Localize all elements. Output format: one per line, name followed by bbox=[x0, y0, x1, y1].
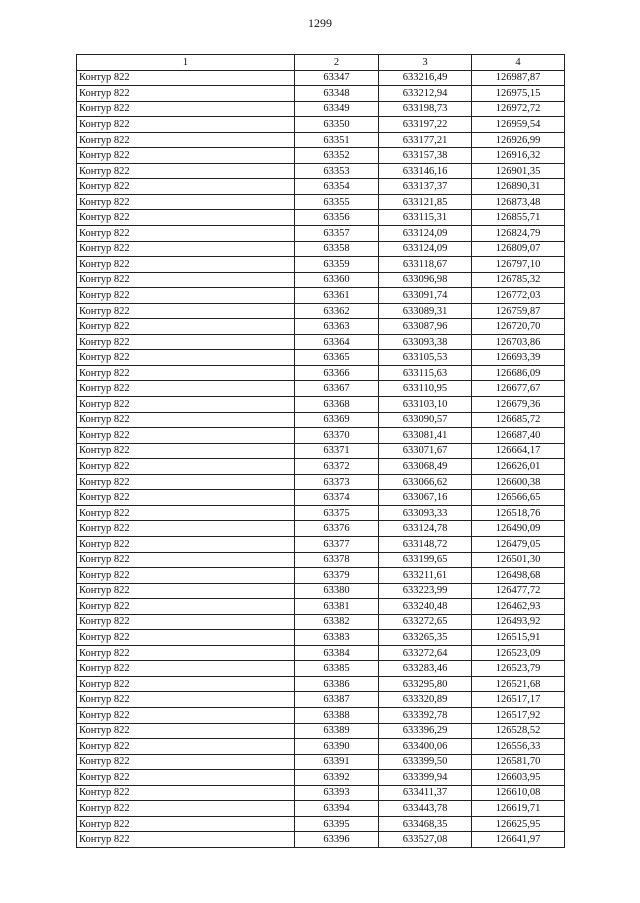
x-coordinate-cell: 633212,94 bbox=[379, 86, 472, 102]
table-body bbox=[77, 70, 565, 847]
x-coordinate-cell: 633272,65 bbox=[379, 614, 472, 630]
contour-name-cell: Контур 822 bbox=[77, 816, 295, 832]
contour-name-cell: Контур 822 bbox=[77, 676, 295, 692]
point-number-cell: 63387 bbox=[295, 692, 379, 708]
table-row bbox=[77, 101, 565, 117]
contour-name-cell: Контур 822 bbox=[77, 739, 295, 755]
x-coordinate-cell: 633115,63 bbox=[379, 365, 472, 381]
y-coordinate-cell: 126901,35 bbox=[472, 163, 565, 179]
contour-name-cell: Контур 822 bbox=[77, 148, 295, 164]
y-coordinate-cell: 126987,87 bbox=[472, 70, 565, 86]
x-coordinate-cell: 633157,38 bbox=[379, 148, 472, 164]
x-coordinate-cell: 633400,06 bbox=[379, 739, 472, 755]
x-coordinate-cell: 633124,09 bbox=[379, 241, 472, 257]
contour-name-cell: Контур 822 bbox=[77, 272, 295, 288]
x-coordinate-cell: 633071,67 bbox=[379, 443, 472, 459]
y-coordinate-cell: 126498,68 bbox=[472, 568, 565, 584]
contour-name-cell: Контур 822 bbox=[77, 474, 295, 490]
x-coordinate-cell: 633103,10 bbox=[379, 397, 472, 413]
table-row bbox=[77, 754, 565, 770]
contour-name-cell: Контур 822 bbox=[77, 785, 295, 801]
point-number-cell: 63382 bbox=[295, 614, 379, 630]
table-row bbox=[77, 521, 565, 537]
y-coordinate-cell: 126523,09 bbox=[472, 645, 565, 661]
point-number-cell: 63391 bbox=[295, 754, 379, 770]
contour-name-cell: Контур 822 bbox=[77, 70, 295, 86]
x-coordinate-cell: 633087,96 bbox=[379, 319, 472, 335]
table-row bbox=[77, 194, 565, 210]
table-row bbox=[77, 723, 565, 739]
contour-name-cell: Контур 822 bbox=[77, 194, 295, 210]
table-row bbox=[77, 552, 565, 568]
x-coordinate-cell: 633121,85 bbox=[379, 194, 472, 210]
x-coordinate-cell: 633105,53 bbox=[379, 350, 472, 366]
y-coordinate-cell: 126626,01 bbox=[472, 459, 565, 475]
y-coordinate-cell: 126686,09 bbox=[472, 365, 565, 381]
contour-name-cell: Контур 822 bbox=[77, 754, 295, 770]
point-number-cell: 63370 bbox=[295, 428, 379, 444]
table-row bbox=[77, 179, 565, 195]
table-row bbox=[77, 428, 565, 444]
point-number-cell: 63383 bbox=[295, 630, 379, 646]
contour-name-cell: Контур 822 bbox=[77, 397, 295, 413]
table-row bbox=[77, 365, 565, 381]
point-number-cell: 63354 bbox=[295, 179, 379, 195]
contour-name-cell: Контур 822 bbox=[77, 599, 295, 615]
x-coordinate-cell: 633091,74 bbox=[379, 288, 472, 304]
x-coordinate-cell: 633216,49 bbox=[379, 70, 472, 86]
x-coordinate-cell: 633068,49 bbox=[379, 459, 472, 475]
x-coordinate-cell: 633096,98 bbox=[379, 272, 472, 288]
table-row bbox=[77, 397, 565, 413]
point-number-cell: 63377 bbox=[295, 536, 379, 552]
table-row bbox=[77, 272, 565, 288]
table-row bbox=[77, 459, 565, 475]
y-coordinate-cell: 126521,68 bbox=[472, 676, 565, 692]
table-row bbox=[77, 505, 565, 521]
y-coordinate-cell: 126462,93 bbox=[472, 599, 565, 615]
y-coordinate-cell: 126501,30 bbox=[472, 552, 565, 568]
x-coordinate-cell: 633272,64 bbox=[379, 645, 472, 661]
y-coordinate-cell: 126528,52 bbox=[472, 723, 565, 739]
y-coordinate-cell: 126515,91 bbox=[472, 630, 565, 646]
point-number-cell: 63372 bbox=[295, 459, 379, 475]
table-row bbox=[77, 117, 565, 133]
x-coordinate-cell: 633115,31 bbox=[379, 210, 472, 226]
table-row bbox=[77, 801, 565, 817]
point-number-cell: 63389 bbox=[295, 723, 379, 739]
x-coordinate-cell: 633399,50 bbox=[379, 754, 472, 770]
x-coordinate-cell: 633118,67 bbox=[379, 257, 472, 273]
contour-name-cell: Контур 822 bbox=[77, 226, 295, 242]
point-number-cell: 63395 bbox=[295, 816, 379, 832]
point-number-cell: 63367 bbox=[295, 381, 379, 397]
x-coordinate-cell: 633124,78 bbox=[379, 521, 472, 537]
x-coordinate-cell: 633283,46 bbox=[379, 661, 472, 677]
point-number-cell: 63379 bbox=[295, 568, 379, 584]
x-coordinate-cell: 633124,09 bbox=[379, 226, 472, 242]
x-coordinate-cell: 633223,99 bbox=[379, 583, 472, 599]
contour-name-cell: Контур 822 bbox=[77, 536, 295, 552]
column-header-3: 3 bbox=[379, 55, 472, 71]
table-row bbox=[77, 630, 565, 646]
table-row bbox=[77, 412, 565, 428]
point-number-cell: 63360 bbox=[295, 272, 379, 288]
y-coordinate-cell: 126720,70 bbox=[472, 319, 565, 335]
x-coordinate-cell: 633067,16 bbox=[379, 490, 472, 506]
contour-name-cell: Контур 822 bbox=[77, 101, 295, 117]
y-coordinate-cell: 126566,65 bbox=[472, 490, 565, 506]
x-coordinate-cell: 633066,62 bbox=[379, 474, 472, 490]
point-number-cell: 63357 bbox=[295, 226, 379, 242]
point-number-cell: 63380 bbox=[295, 583, 379, 599]
y-coordinate-cell: 126664,17 bbox=[472, 443, 565, 459]
table-row bbox=[77, 614, 565, 630]
x-coordinate-cell: 633148,72 bbox=[379, 536, 472, 552]
contour-name-cell: Контур 822 bbox=[77, 770, 295, 786]
point-number-cell: 63365 bbox=[295, 350, 379, 366]
contour-name-cell: Контур 822 bbox=[77, 381, 295, 397]
table-row bbox=[77, 241, 565, 257]
y-coordinate-cell: 126641,97 bbox=[472, 832, 565, 848]
table-row bbox=[77, 707, 565, 723]
table-row bbox=[77, 661, 565, 677]
point-number-cell: 63369 bbox=[295, 412, 379, 428]
y-coordinate-cell: 126785,32 bbox=[472, 272, 565, 288]
table-row bbox=[77, 70, 565, 86]
contour-name-cell: Контур 822 bbox=[77, 303, 295, 319]
table-row bbox=[77, 303, 565, 319]
contour-name-cell: Контур 822 bbox=[77, 645, 295, 661]
y-coordinate-cell: 126479,05 bbox=[472, 536, 565, 552]
point-number-cell: 63352 bbox=[295, 148, 379, 164]
page-number: 1299 bbox=[308, 16, 332, 30]
point-number-cell: 63362 bbox=[295, 303, 379, 319]
x-coordinate-cell: 633240,48 bbox=[379, 599, 472, 615]
table-row bbox=[77, 739, 565, 755]
point-number-cell: 63351 bbox=[295, 132, 379, 148]
table-row bbox=[77, 785, 565, 801]
table-row bbox=[77, 132, 565, 148]
y-coordinate-cell: 126855,71 bbox=[472, 210, 565, 226]
table-row bbox=[77, 86, 565, 102]
y-coordinate-cell: 126916,32 bbox=[472, 148, 565, 164]
table-row bbox=[77, 536, 565, 552]
point-number-cell: 63358 bbox=[295, 241, 379, 257]
x-coordinate-cell: 633198,73 bbox=[379, 101, 472, 117]
column-header-2: 2 bbox=[295, 55, 379, 71]
y-coordinate-cell: 126972,72 bbox=[472, 101, 565, 117]
point-number-cell: 63368 bbox=[295, 397, 379, 413]
point-number-cell: 63371 bbox=[295, 443, 379, 459]
x-coordinate-cell: 633443,78 bbox=[379, 801, 472, 817]
point-number-cell: 63355 bbox=[295, 194, 379, 210]
table-row bbox=[77, 474, 565, 490]
table-row bbox=[77, 443, 565, 459]
contour-name-cell: Контур 822 bbox=[77, 117, 295, 133]
table-row bbox=[77, 257, 565, 273]
x-coordinate-cell: 633110,95 bbox=[379, 381, 472, 397]
point-number-cell: 63348 bbox=[295, 86, 379, 102]
contour-name-cell: Контур 822 bbox=[77, 350, 295, 366]
x-coordinate-cell: 633399,94 bbox=[379, 770, 472, 786]
point-number-cell: 63378 bbox=[295, 552, 379, 568]
point-number-cell: 63388 bbox=[295, 707, 379, 723]
y-coordinate-cell: 126809,07 bbox=[472, 241, 565, 257]
contour-name-cell: Контур 822 bbox=[77, 583, 295, 599]
y-coordinate-cell: 126890,31 bbox=[472, 179, 565, 195]
column-header-1: 1 bbox=[77, 55, 295, 71]
x-coordinate-cell: 633146,16 bbox=[379, 163, 472, 179]
contour-name-cell: Контур 822 bbox=[77, 568, 295, 584]
x-coordinate-cell: 633093,33 bbox=[379, 505, 472, 521]
point-number-cell: 63375 bbox=[295, 505, 379, 521]
table-row bbox=[77, 163, 565, 179]
point-number-cell: 63381 bbox=[295, 599, 379, 615]
table-row bbox=[77, 490, 565, 506]
point-number-cell: 63394 bbox=[295, 801, 379, 817]
point-number-cell: 63384 bbox=[295, 645, 379, 661]
y-coordinate-cell: 126959,54 bbox=[472, 117, 565, 133]
contour-name-cell: Контур 822 bbox=[77, 428, 295, 444]
y-coordinate-cell: 126517,92 bbox=[472, 707, 565, 723]
y-coordinate-cell: 126477,72 bbox=[472, 583, 565, 599]
y-coordinate-cell: 126493,92 bbox=[472, 614, 565, 630]
contour-name-cell: Контур 822 bbox=[77, 210, 295, 226]
point-number-cell: 63361 bbox=[295, 288, 379, 304]
y-coordinate-cell: 126610,08 bbox=[472, 785, 565, 801]
point-number-cell: 63374 bbox=[295, 490, 379, 506]
table-row bbox=[77, 832, 565, 848]
contour-name-cell: Контур 822 bbox=[77, 443, 295, 459]
point-number-cell: 63366 bbox=[295, 365, 379, 381]
x-coordinate-cell: 633320,89 bbox=[379, 692, 472, 708]
contour-name-cell: Контур 822 bbox=[77, 521, 295, 537]
table-row bbox=[77, 381, 565, 397]
table-row bbox=[77, 770, 565, 786]
point-number-cell: 63363 bbox=[295, 319, 379, 335]
contour-name-cell: Контур 822 bbox=[77, 163, 295, 179]
point-number-cell: 63350 bbox=[295, 117, 379, 133]
y-coordinate-cell: 126517,17 bbox=[472, 692, 565, 708]
contour-name-cell: Контур 822 bbox=[77, 86, 295, 102]
coordinates-table bbox=[76, 54, 565, 848]
contour-name-cell: Контур 822 bbox=[77, 630, 295, 646]
column-header-4: 4 bbox=[472, 55, 565, 71]
contour-name-cell: Контур 822 bbox=[77, 505, 295, 521]
y-coordinate-cell: 126926,99 bbox=[472, 132, 565, 148]
table-header-row bbox=[77, 55, 565, 71]
point-number-cell: 63359 bbox=[295, 257, 379, 273]
y-coordinate-cell: 126625,95 bbox=[472, 816, 565, 832]
x-coordinate-cell: 633199,65 bbox=[379, 552, 472, 568]
point-number-cell: 63349 bbox=[295, 101, 379, 117]
y-coordinate-cell: 126824,79 bbox=[472, 226, 565, 242]
contour-name-cell: Контур 822 bbox=[77, 801, 295, 817]
contour-name-cell: Контур 822 bbox=[77, 179, 295, 195]
table-row bbox=[77, 816, 565, 832]
table-row bbox=[77, 692, 565, 708]
contour-name-cell: Контур 822 bbox=[77, 257, 295, 273]
contour-name-cell: Контур 822 bbox=[77, 661, 295, 677]
contour-name-cell: Контур 822 bbox=[77, 490, 295, 506]
x-coordinate-cell: 633089,31 bbox=[379, 303, 472, 319]
x-coordinate-cell: 633137,37 bbox=[379, 179, 472, 195]
y-coordinate-cell: 126490,09 bbox=[472, 521, 565, 537]
point-number-cell: 63347 bbox=[295, 70, 379, 86]
point-number-cell: 63393 bbox=[295, 785, 379, 801]
y-coordinate-cell: 126873,48 bbox=[472, 194, 565, 210]
point-number-cell: 63376 bbox=[295, 521, 379, 537]
y-coordinate-cell: 126687,40 bbox=[472, 428, 565, 444]
contour-name-cell: Контур 822 bbox=[77, 614, 295, 630]
contour-name-cell: Контур 822 bbox=[77, 334, 295, 350]
y-coordinate-cell: 126677,67 bbox=[472, 381, 565, 397]
table-row bbox=[77, 288, 565, 304]
x-coordinate-cell: 633177,21 bbox=[379, 132, 472, 148]
contour-name-cell: Контур 822 bbox=[77, 288, 295, 304]
point-number-cell: 63392 bbox=[295, 770, 379, 786]
x-coordinate-cell: 633081,41 bbox=[379, 428, 472, 444]
contour-name-cell: Контур 822 bbox=[77, 707, 295, 723]
y-coordinate-cell: 126797,10 bbox=[472, 257, 565, 273]
x-coordinate-cell: 633411,37 bbox=[379, 785, 472, 801]
table-row bbox=[77, 583, 565, 599]
contour-name-cell: Контур 822 bbox=[77, 459, 295, 475]
x-coordinate-cell: 633093,38 bbox=[379, 334, 472, 350]
point-number-cell: 63356 bbox=[295, 210, 379, 226]
x-coordinate-cell: 633090,57 bbox=[379, 412, 472, 428]
x-coordinate-cell: 633527,08 bbox=[379, 832, 472, 848]
table-row bbox=[77, 568, 565, 584]
table-row bbox=[77, 350, 565, 366]
contour-name-cell: Контур 822 bbox=[77, 365, 295, 381]
contour-name-cell: Контур 822 bbox=[77, 319, 295, 335]
table-row bbox=[77, 676, 565, 692]
contour-name-cell: Контур 822 bbox=[77, 692, 295, 708]
y-coordinate-cell: 126703,86 bbox=[472, 334, 565, 350]
table-row bbox=[77, 599, 565, 615]
y-coordinate-cell: 126619,71 bbox=[472, 801, 565, 817]
contour-name-cell: Контур 822 bbox=[77, 412, 295, 428]
y-coordinate-cell: 126556,33 bbox=[472, 739, 565, 755]
table-row bbox=[77, 226, 565, 242]
x-coordinate-cell: 633295,80 bbox=[379, 676, 472, 692]
point-number-cell: 63373 bbox=[295, 474, 379, 490]
y-coordinate-cell: 126523,79 bbox=[472, 661, 565, 677]
table-row bbox=[77, 334, 565, 350]
x-coordinate-cell: 633211,61 bbox=[379, 568, 472, 584]
y-coordinate-cell: 126603,95 bbox=[472, 770, 565, 786]
point-number-cell: 63353 bbox=[295, 163, 379, 179]
contour-name-cell: Контур 822 bbox=[77, 241, 295, 257]
y-coordinate-cell: 126693,39 bbox=[472, 350, 565, 366]
table-row bbox=[77, 319, 565, 335]
y-coordinate-cell: 126759,87 bbox=[472, 303, 565, 319]
contour-name-cell: Контур 822 bbox=[77, 832, 295, 848]
y-coordinate-cell: 126600,38 bbox=[472, 474, 565, 490]
y-coordinate-cell: 126772,03 bbox=[472, 288, 565, 304]
contour-name-cell: Контур 822 bbox=[77, 552, 295, 568]
y-coordinate-cell: 126975,15 bbox=[472, 86, 565, 102]
x-coordinate-cell: 633396,29 bbox=[379, 723, 472, 739]
y-coordinate-cell: 126685,72 bbox=[472, 412, 565, 428]
table-row bbox=[77, 210, 565, 226]
x-coordinate-cell: 633468,35 bbox=[379, 816, 472, 832]
y-coordinate-cell: 126679,36 bbox=[472, 397, 565, 413]
table-row bbox=[77, 148, 565, 164]
y-coordinate-cell: 126581,70 bbox=[472, 754, 565, 770]
x-coordinate-cell: 633265,35 bbox=[379, 630, 472, 646]
point-number-cell: 63390 bbox=[295, 739, 379, 755]
contour-name-cell: Контур 822 bbox=[77, 132, 295, 148]
table-row bbox=[77, 645, 565, 661]
point-number-cell: 63385 bbox=[295, 661, 379, 677]
x-coordinate-cell: 633392,78 bbox=[379, 707, 472, 723]
point-number-cell: 63386 bbox=[295, 676, 379, 692]
contour-name-cell: Контур 822 bbox=[77, 723, 295, 739]
point-number-cell: 63364 bbox=[295, 334, 379, 350]
y-coordinate-cell: 126518,76 bbox=[472, 505, 565, 521]
point-number-cell: 63396 bbox=[295, 832, 379, 848]
x-coordinate-cell: 633197,22 bbox=[379, 117, 472, 133]
